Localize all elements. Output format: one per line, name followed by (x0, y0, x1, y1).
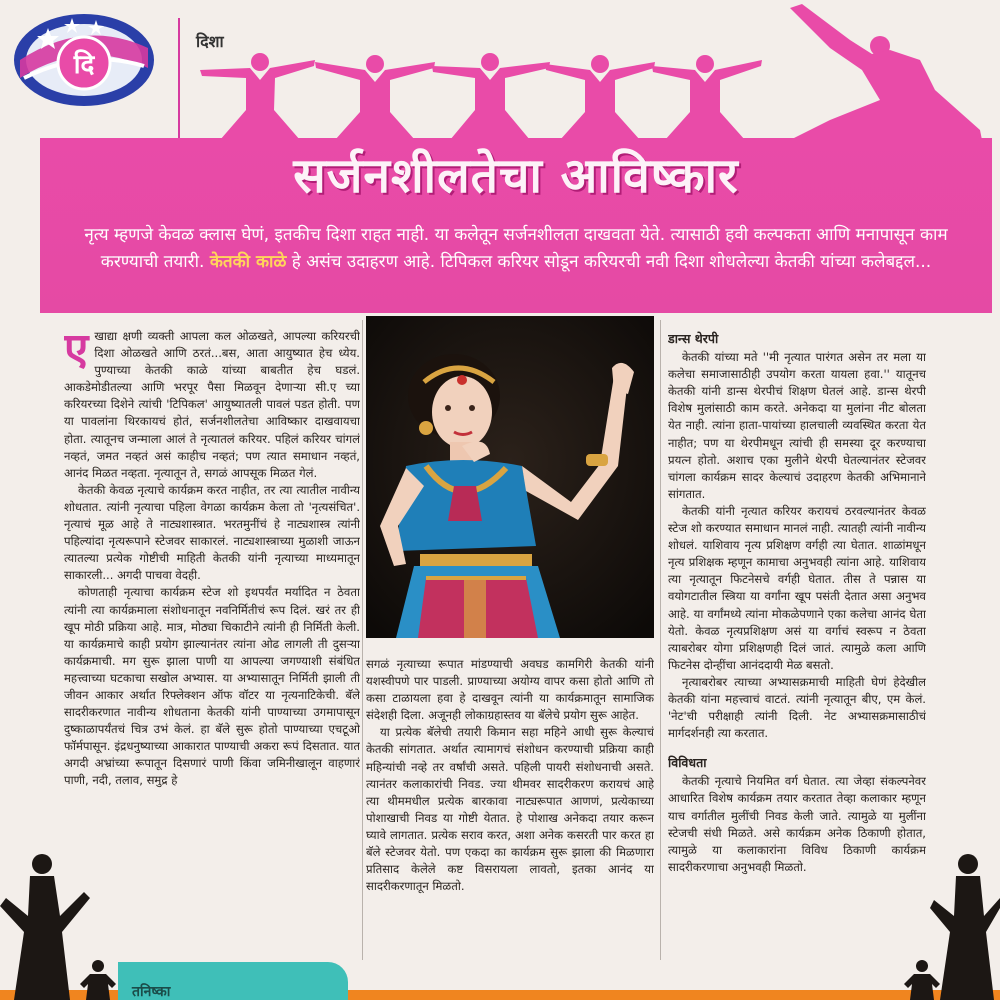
highlighted-name: केतकी काळे (209, 252, 287, 272)
article-column-2 (366, 656, 654, 956)
headline-banner (40, 138, 992, 313)
logo-glyph: दि (73, 50, 95, 80)
dancer-photo (366, 316, 654, 638)
footer-text: तनिष्का (132, 984, 171, 1000)
paragraph: कोणताही नृत्याचा कार्यक्रम स्टेज शो इथपर्यंत मर्यादित न ठेवता त्यांनी त्या कार्यक्रमाला संशोधनातून नवनिर्मितीचं रूप दिलं. खरं तर ही खूप मोठी प्रक्रिया आहे. मात्र, मोठ्या चिकाटीने त्यांनी ही निर्मिती केली. या कार्यक्रमाचे काही प्रयोग झाल्यानंतर त्यांना ओढ लागली ती दुसऱ्या कार्यक्रमाची. मग सुरू झाला पाणी या आपल्या जगण्याशी संबंधित महत्त्वाच्या घटकाचा सखोल अभ्यास. या अभ्यासातून निर्मिती झाली ती जीवन आकार अर्थात रिफ्लेक्शन ऑफ वॉटर या नृत्यनाटिकेची. बॅले सादरीकरणात नावीन्य शोधताना केतकी यांनी पाण्याच्या उगमापासून दुष्काळापर्यंतचं चित्र उभं केलं. हा बॅले सुरू होतो पाण्याच्या एचटूओ फॉर्मपासून. इंद्रधनुष्याच्या आकारात पाण्याची अकरा रूपं दिसतात. यात अगदी अभ्रांच्या रूपातून दिसणारं पाणी किंवा जमिनीखालून वाहणारं पाणी, नदी, तलाव, समुद्र हे (64, 585, 360, 788)
reclining-dancer-silhouette (790, 4, 982, 140)
column-rule (362, 320, 363, 960)
dancer-silhouette (432, 53, 550, 140)
dancer-silhouette (545, 55, 655, 140)
footer-tab (118, 962, 348, 1000)
paragraph: सगळं नृत्याच्या रूपात मांडण्याची अवघड कामगिरी केतकी यांनी यशस्वीपणे पार पाडली. प्राण्याच्या अयोग्य वापर कसा होतो आणि तो कसा टाळायला हवा हे दाखवून त्यांनी या कार्यक्रमातून सामाजिक संदेशही दिला. अजूनही लोकाग्रहास्तव या बॅलेचे प्रयोग सुरू आहेत. (366, 657, 654, 723)
intro-text-end: हे असंच उदाहरण आहे. टिपिकल करियर सोडून करियरची नवी दिशा शोधलेल्या केतकी यांच्या कलेबद्दल... (286, 252, 932, 272)
dancer-silhouette-small (900, 958, 944, 1000)
dancer-silhouette (200, 53, 315, 140)
intro-text (80, 222, 952, 276)
dancer-silhouette (315, 55, 435, 140)
paragraph: केतकी यांनी नृत्यात करियर करायचं ठरवल्यानंतर केवळ स्टेज शो करण्यात समाधान मानलं नाही. त्यातही त्यांनी नावीन्य शोधलं. याशिवाय नृत्य प्रशिक्षण वर्गही त्या घेतात. शाळांमधून नृत्य प्रशिक्षक म्हणून कामाचा अनुभवही त्यांना आहे. याशिवाय त्या नृत्यातून फिटनेसचे वर्गही घेतात. तीस ते पन्नास या वयोगटातील स्त्रिया या वर्गांना खूप पसंती देतात असा अनुभव आहे. या वर्गांमध्ये त्यांना मोकळेपणाने एका कलेचा आनंद घेता येतो. केवळ नृत्यप्रशिक्षण असं या वर्गाचं स्वरूप न ठेवता त्याबरोबर योगा प्रशिक्षणही दिलं जातं. त्यामुळे कला आणि फिटनेस दोन्हींचा आनंददायी मेळ बसतो. (668, 503, 926, 672)
drop-cap: ए (64, 328, 89, 375)
paragraph: या प्रत्येक बॅलेची तयारी किमान सहा महिने आधी सुरू केल्याचं केतकी सांगतात. अर्थात त्यामागचं संशोधन करण्याची प्रक्रिया काही महिन्यांची नव्हे तर वर्षांची असते. पहिली पायरी संशोधनाची असते. त्यानंतर कलाकारांची निवड. ज्या थीमवर सादरीकरण करायचं आहे त्या थीममधील प्रत्येक बारकावा नाट्यरूपात आणणं, प्रत्येकाच्या पोशाखाची निवड या गोष्टी येतात. हे पोशाख अनेकदा तयार करून घ्यावे लागतात. प्रत्येक सराव करत, अशा अनेक कसरती पार करत हा बॅले स्टेजवर येतो. पण एकदा का कार्यक्रम सुरू झाला की मिळणारा प्रतिसाद केलेले कष्ट विसरायला लावतो, इतका आनंद या सादरीकरणातून मिळतो. (366, 725, 654, 894)
dancer-silhouette (652, 55, 762, 140)
subheading-dance-therapy: डान्स थेरपी (668, 331, 719, 346)
dancer-silhouette-small (76, 958, 120, 1000)
subheading-variety: विविधता (668, 755, 707, 771)
paragraph: खाद्या क्षणी व्यक्ती आपला कल ओळखते, आपल्या करियरची दिशा ओळखते आणि ठरतं...बस, आता आयुष्यात हेच ध्येय. पुण्याच्या केतकी काळे यांच्या बाबतीत हेच घडलं. आकडेमोडीतल्या आणि भरपूर पैसा मिळवून देणाऱ्या सी.ए च्या करियरच्या दिशेने त्यांची 'टिपिकल' आयुष्यातली पावलं पडत होती. पण या पावलांना थिरकायचं होतं, सर्जनशीलतेचा आविष्कार दाखवायचा होता. त्यातूनच जन्माला आलं ते नृत्यातलं करियर. पहिलं करियर चांगलं नव्हतं, जमत नव्हतं असं काहीच नव्हतं; पण त्यात समाधान नव्हतं, आनंद मिळत नव्हता. नृत्यातून ते, सगळं आपसूक मिळत गेलं. (64, 329, 360, 480)
page-title: सर्जनशीलतेचा आविष्कार (293, 148, 739, 204)
paragraph: केतकी केवळ नृत्याचे कार्यक्रम करत नाहीत, तर त्या त्यातील नावीन्य शोधतात. त्यांनी नृत्याचा पहिला वेगळा कार्यक्रम केला तो 'नृत्यसंचित'. नृत्याचं मूळ आहे ते नाट्यशास्त्रात. भरतमुनींचं हे नाट्यशास्त्र त्यांनी पहिल्यांदा नृत्यरूपाने स्टेजवर साकारलं. नाट्यशास्त्राच्या मुळाशी जाऊन त्यातल्या प्रत्येक गोष्टीची माहिती केतकी यांनी नृत्याच्या माध्यमातून साकारली... अगदी पाचवा वेदही. (64, 482, 360, 583)
article-column-1 (64, 328, 360, 968)
column-rule (660, 320, 661, 960)
intro-text-start: नृत्य म्हणजे केवळ क्लास घेणं, इतकीच दिशा राहत नाही. या कलेतून सर्जनशीलता दाखवता येते. त्यासाठी हवी कल्पकता आणि मनापासून काम करण्याची तयारी. (84, 225, 948, 272)
paragraph: केतकी यांच्या मते ''मी नृत्यात पारंगत असेन तर मला या कलेचा समाजासाठीही उपयोग करता यायला हवा.'' यातूनच केतकी यांनी डान्स थेरपीचं शिक्षण घेतलं आहे. डान्स थेरपी विशेष मुलांसाठी काम करते. अनेकदा या मुलांना नीट बोलता येत नाही. त्यांना हाता-पायांच्या हालचाली व्यवस्थित करता येत नाहीत; पण या थेरपीमधून त्यांची ही समस्या दूर करण्याचा प्रयत्न होतो. अशाच एका मुलीने थेरपी घेतल्यानंतर स्टेजवर चांगला कार्यक्रम सादर केल्याचं उदाहरण केतकी अभिमानाने सांगतात. (668, 350, 926, 501)
section-label: दिशा (196, 32, 224, 51)
paragraph: केतकी नृत्याचे नियमित वर्ग घेतात. त्या जेव्हा संकल्पनेवर आधारित विशेष कार्यक्रम तयार करतात तेव्हा कलाकार म्हणून याच वर्गातील मुलींची निवड केली जाते. त्यामुळे या मुलींना स्टेजची संधी मिळते. असे कार्यक्रम अनेक ठिकाणी होतात, त्यामुळे या कलाकारांना विविध ठिकाणी कार्यक्रम सादरीकरणाचा अनुभवही मिळतो. (668, 774, 926, 874)
dancer-silhouettes (190, 0, 990, 150)
section-divider (178, 18, 180, 138)
paragraph: नृत्याबरोबर त्याच्या अभ्यासक्रमाची माहिती घेणं हेदेखील केतकी यांना महत्त्वाचं वाटतं. त्यांनी नृत्यातून बीए, एम केलं. 'नेट'ची परीक्षाही त्यांनी दिली. नेट अभ्यासक्रमासाठीचं मार्गदर्शनही त्या करतात. (668, 674, 926, 741)
disha-logo (10, 8, 158, 113)
article-column-3 (668, 330, 926, 970)
